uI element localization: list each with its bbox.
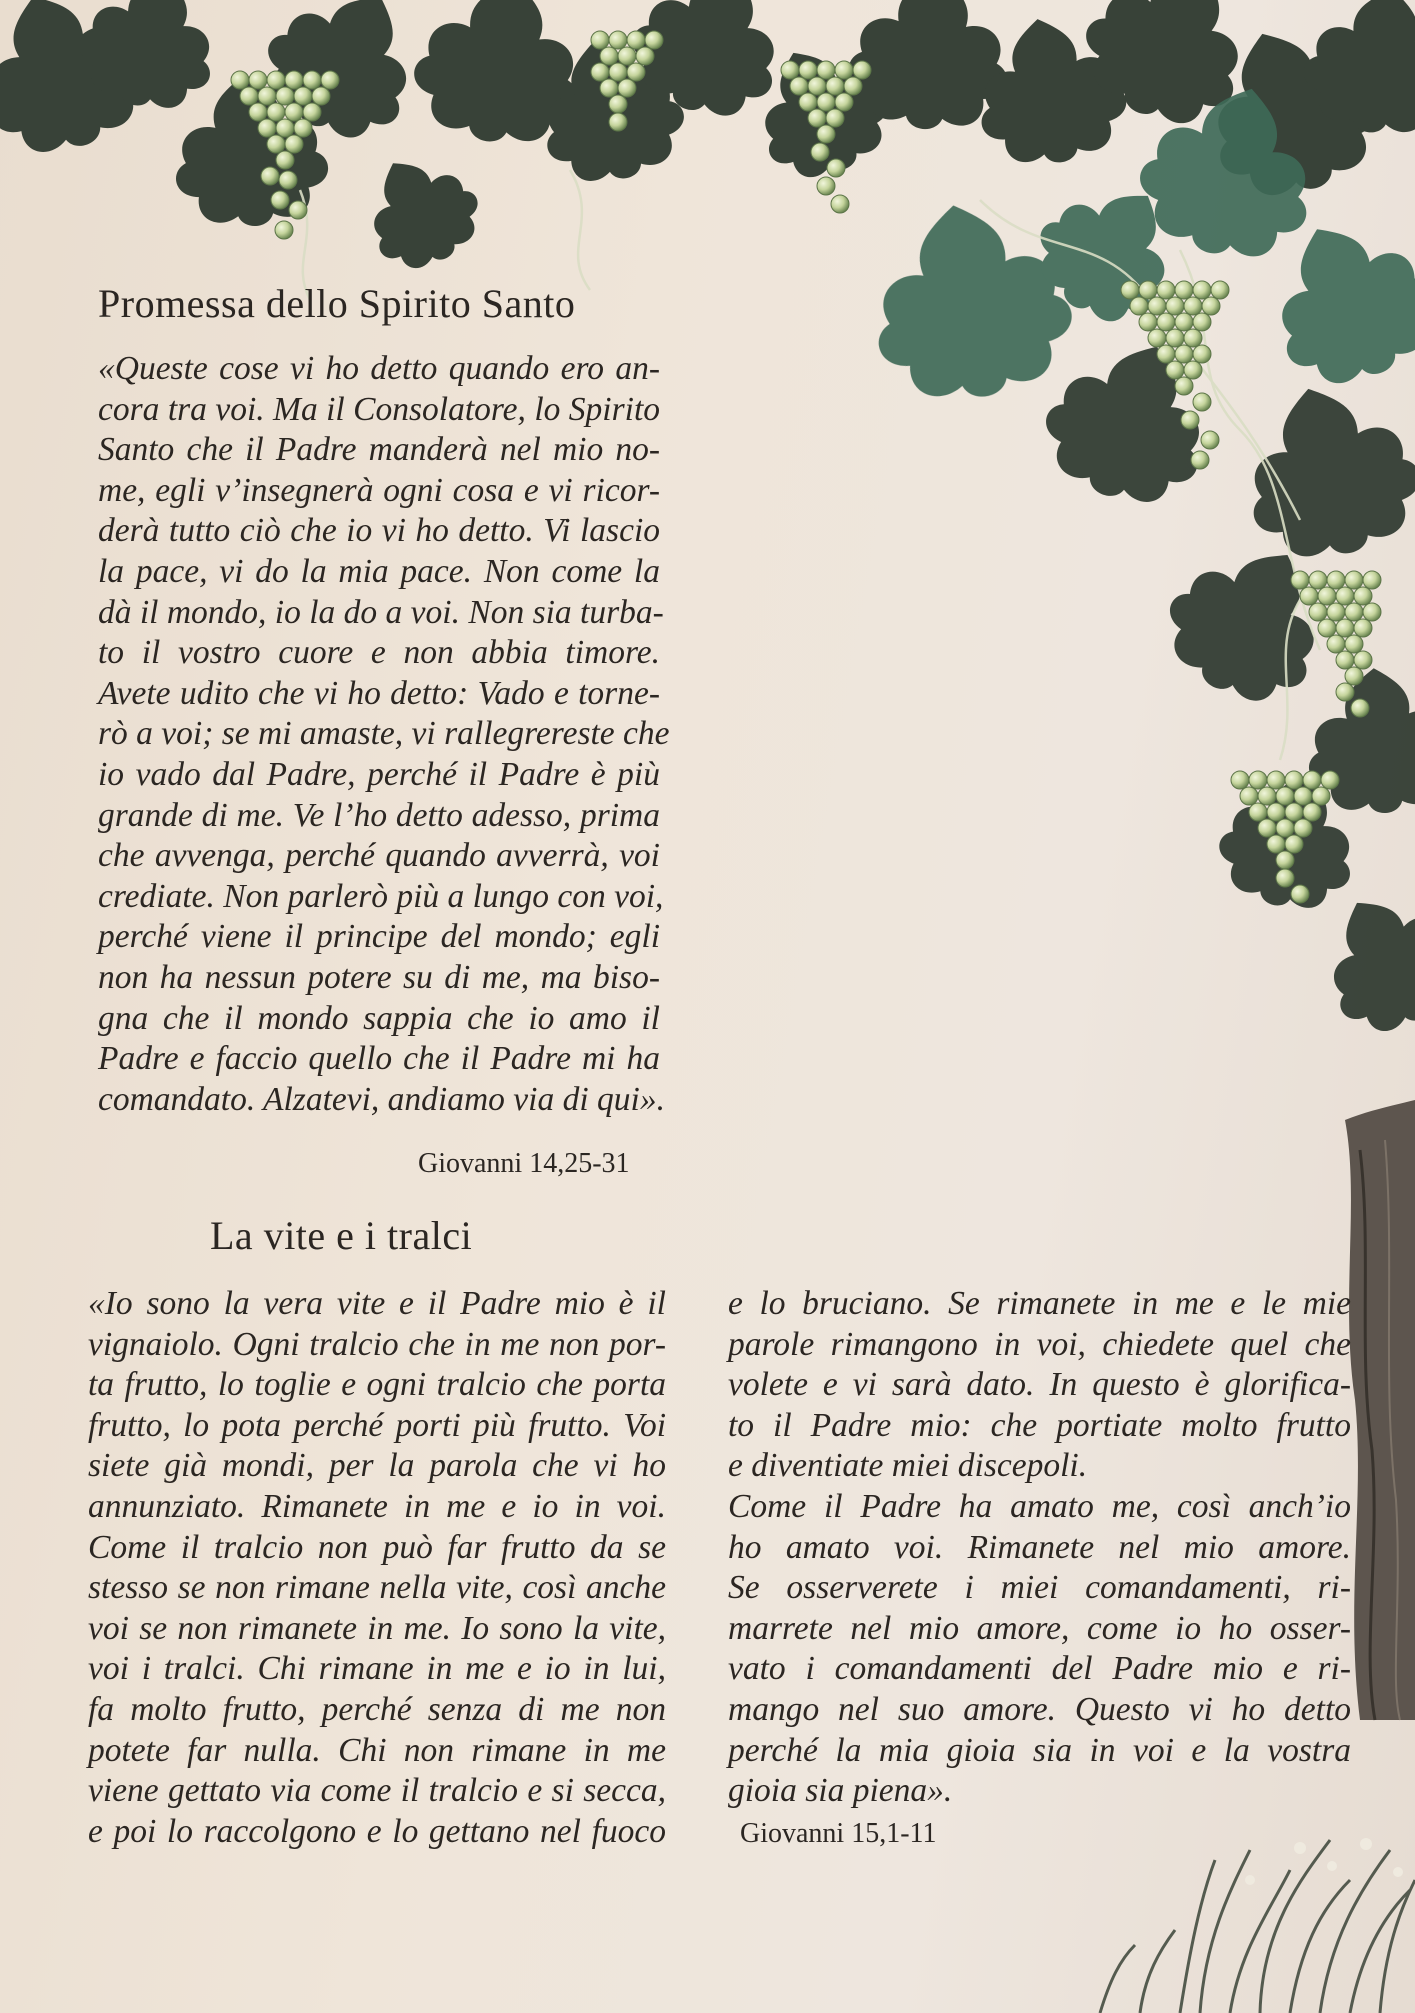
passage-line: parole rimangono in voi, chiedete quel che bbox=[728, 1325, 1351, 1363]
passage-line: me, egli v’insegnerà ogni cosa e vi ricor- bbox=[98, 471, 660, 509]
passage-line: io vado dal Padre, perché il Padre è più bbox=[98, 755, 660, 793]
passage-john-15-col1 bbox=[88, 1284, 666, 1852]
passage-line: Se osserverete i miei comandamenti, ri- bbox=[728, 1569, 1351, 1607]
passage-line: che avvenga, perché quando avverrà, voi bbox=[98, 837, 660, 875]
passage-line: frutto, lo pota perché porti più frutto. Voi bbox=[88, 1406, 666, 1444]
passage-line: perché la mia gioia sia in voi e la vostra bbox=[728, 1731, 1351, 1769]
passage-line: siete già mondi, per la parola che vi ho bbox=[88, 1447, 666, 1485]
passage-line: derà tutto ciò che io vi ho detto. Vi lascio bbox=[98, 512, 660, 550]
passage-line: e diventiate miei discepoli. bbox=[728, 1447, 1088, 1485]
section-title-vite: La vite e i tralci bbox=[210, 1213, 473, 1258]
passage-line: grande di me. Ve l’ho detto adesso, prima bbox=[98, 796, 660, 834]
passage-line: voi i tralci. Chi rimane in me e io in lui, bbox=[88, 1650, 666, 1688]
passage-line: mango nel suo amore. Questo vi ho detto bbox=[728, 1690, 1351, 1728]
passage-line: Avete udito che vi ho detto: Vado e torne- bbox=[98, 674, 660, 712]
passage-line: cora tra voi. Ma il Consolatore, lo Spirito bbox=[98, 390, 660, 428]
passage-line: e poi lo raccolgono e lo gettano nel fuoco bbox=[88, 1812, 666, 1850]
passage-line: to il vostro cuore e non abbia timore. bbox=[98, 634, 660, 672]
passage-line: vato i comandamenti del Padre mio e ri- bbox=[728, 1650, 1351, 1688]
passage-line: marrete nel mio amore, come io ho osser- bbox=[728, 1609, 1351, 1647]
section-title-promessa: Promessa dello Spirito Santo bbox=[98, 281, 576, 326]
passage-line: viene gettato via come il tralcio e si secca, bbox=[88, 1772, 666, 1810]
grass-flowers bbox=[1245, 1838, 1403, 1885]
passage-line: e lo bruciano. Se rimanete in me e le mie bbox=[728, 1285, 1351, 1322]
citation-john-14: Giovanni 14,25-31 bbox=[418, 1148, 630, 1179]
passage-line: rò a voi; se mi amaste, vi rallegrereste che bbox=[98, 715, 670, 753]
citation-john-15: Giovanni 15,1-11 bbox=[740, 1818, 937, 1849]
passage-line: fa molto frutto, perché senza di me non bbox=[88, 1690, 666, 1728]
passage-line: annunziato. Rimanete in me e io in voi. bbox=[88, 1487, 666, 1525]
grass bbox=[1100, 1840, 1415, 2013]
passage-line: perché viene il principe del mondo; egli bbox=[98, 918, 660, 956]
passage-john-15-col2 bbox=[728, 1284, 1351, 1812]
passage-line: dà il mondo, io la do a voi. Non sia turba- bbox=[98, 593, 664, 631]
passage-line: ta frutto, lo toglie e ogni tralcio che porta bbox=[88, 1366, 666, 1404]
passage-line: comandato. Alzatevi, andiamo via di qui». bbox=[98, 1080, 665, 1118]
passage-line: Padre e faccio quello che il Padre mi ha bbox=[98, 1040, 660, 1078]
passage-line: «Queste cose vi ho detto quando ero an- bbox=[98, 350, 660, 387]
passage-line: gna che il mondo sappia che io amo il bbox=[98, 999, 660, 1037]
passage-line: Come il tralcio non può far frutto da se bbox=[88, 1528, 666, 1566]
passage-line: «Io sono la vera vite e il Padre mio è il bbox=[88, 1285, 666, 1322]
passage-line: vignaiolo. Ogni tralcio che in me non por- bbox=[88, 1325, 666, 1363]
passage-line: voi se non rimanete in me. Io sono la vite, bbox=[88, 1609, 666, 1647]
passage-line: la pace, vi do la mia pace. Non come la bbox=[98, 552, 660, 590]
passage-line: ho amato voi. Rimanete nel mio amore. bbox=[728, 1528, 1351, 1566]
passage-john-14 bbox=[98, 349, 670, 1120]
passage-line: gioia sia piena». bbox=[728, 1772, 953, 1810]
passage-line: volete e vi sarà dato. In questo è glorifica- bbox=[728, 1366, 1351, 1404]
passage-line: potete far nulla. Chi non rimane in me bbox=[88, 1731, 666, 1769]
tree-trunk bbox=[1345, 1100, 1415, 1720]
passage-line: Santo che il Padre manderà nel mio no- bbox=[98, 431, 660, 469]
passage-line: crediate. Non parlerò più a lungo con voi, bbox=[98, 877, 664, 915]
passage-line: stesso se non rimane nella vite, così anche bbox=[88, 1569, 666, 1607]
passage-line: non ha nessun potere su di me, ma biso- bbox=[98, 958, 660, 996]
passage-line: Come il Padre ha amato me, così anch’io bbox=[728, 1487, 1351, 1525]
vine-leaves-right bbox=[1028, 320, 1415, 1052]
passage-line: to il Padre mio: che portiate molto frutto bbox=[728, 1406, 1351, 1444]
